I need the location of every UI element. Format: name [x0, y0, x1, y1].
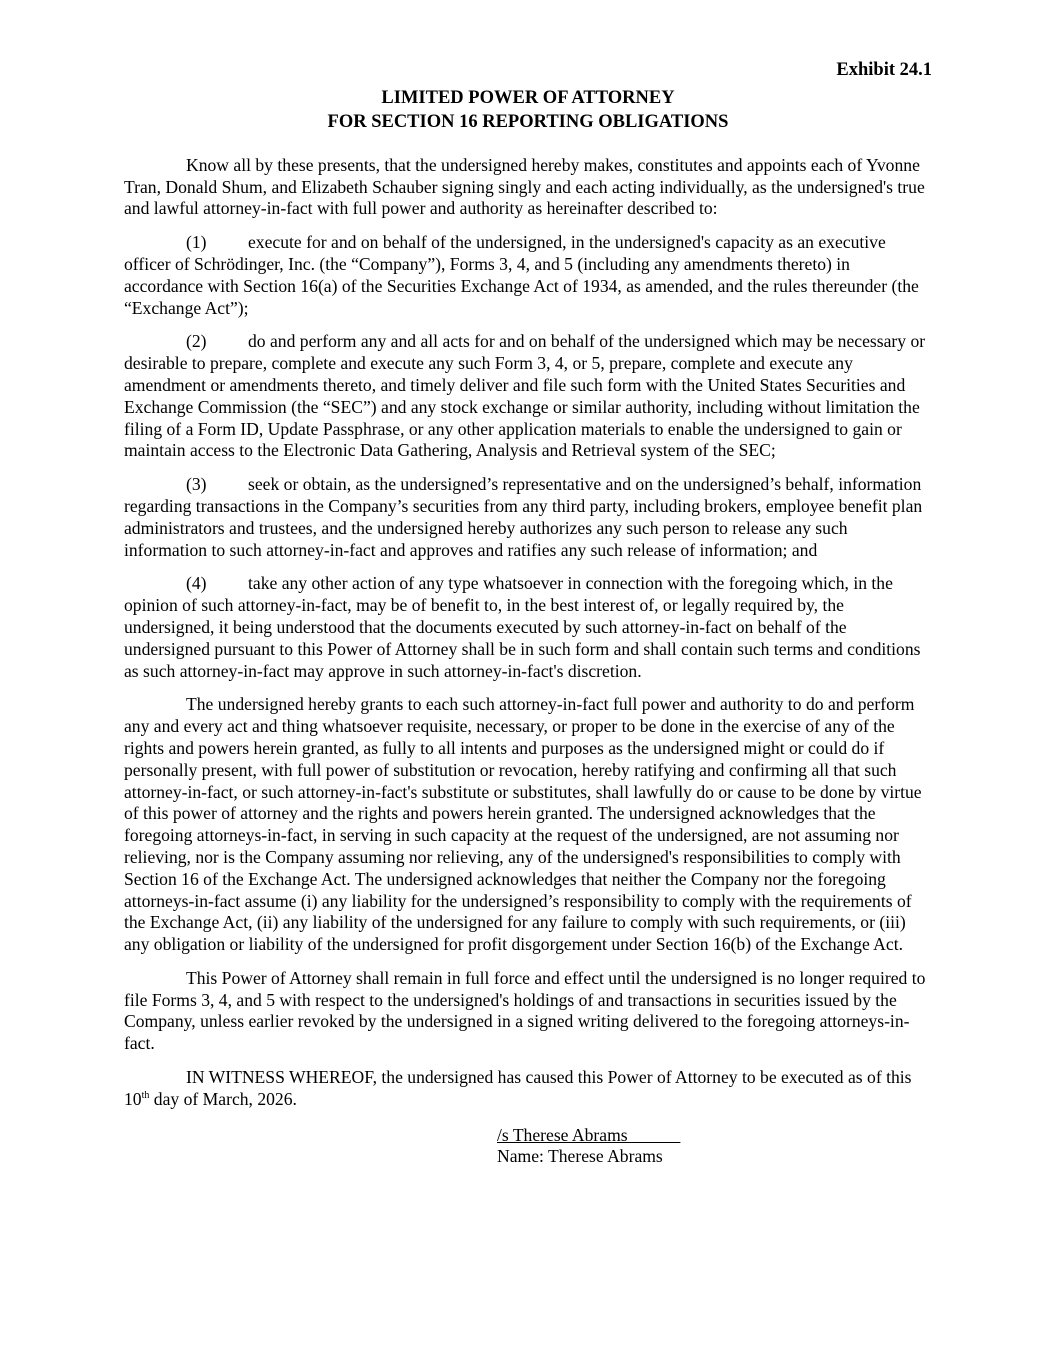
- witness-text: IN WITNESS WHEREOF, the undersigned has caused this Power of Attorney to be executed as of this 10: [124, 1067, 912, 1109]
- item-4: [124, 573, 932, 682]
- item-3: [124, 474, 932, 561]
- signature-block: [497, 1125, 932, 1169]
- item-number: (4): [186, 573, 207, 594]
- document-page: [124, 60, 932, 1168]
- item-2: [124, 331, 932, 462]
- title-line-2: FOR SECTION 16 REPORTING OBLIGATIONS: [327, 111, 729, 132]
- grant-paragraph: The undersigned hereby grants to each such attorney-in-fact full power and authority to do and perform any and every act and thing whatsoever requisite, necessary, or proper to be done in the exercise of any of the rights and powers herein granted, as fully to all intents and purposes as the undersigned might or could do if personally present, with full power of substitution or revocation, hereby ratifying and confirming all that such attorney-in-fact, or such attorney-in-fact's substitute or substitutes, shall lawfully do or cause to be done by virtue of this power of attorney and the rights and powers herein granted. The undersigned acknowledges that the foregoing attorneys-in-fact, in serving in such capacity at the request of the undersigned, are not assuming nor relieving, nor is the Company assuming nor relieving, any of the undersigned's responsibilities to comply with Section 16 of the Exchange Act. The undersigned acknowledges that neither the Company nor the foregoing attorneys-in-fact assume (i) any liability for the undersigned’s responsibility to comply with the requirements of the Exchange Act, (ii) any liability of the undersigned for any failure to comply with such requirements, or (iii) any obligation or liability of the undersigned for profit disgorgement under Section 16(b) of the Exchange Act.: [124, 694, 922, 955]
- item-number: (1): [186, 232, 207, 253]
- item-number: (2): [186, 331, 207, 352]
- witness-date: day of March, 2026.: [149, 1088, 297, 1109]
- signature-line: /s Therese Abrams: [497, 1124, 681, 1145]
- item-number: (3): [186, 474, 207, 495]
- signatory-name: Name: Therese Abrams: [497, 1146, 663, 1167]
- document-title: [124, 86, 932, 134]
- witness-paragraph: [124, 1067, 932, 1111]
- ordinal-suffix: th: [141, 1090, 150, 1102]
- item-1: [124, 232, 932, 319]
- item-text: take any other action of any type whatsoever in connection with the foregoing which, in the opinion of such attorney-in-fact, may be of benefit to, in the best interest of, or legally required by, the undersigned, it being understood that the documents executed by such attorney-in-fact on behalf of the undersigned pursuant to this Power of Attorney shall be in such form and shall contain such terms and conditions as such attorney-in-fact may approve in such attorney-in-fact's discretion.: [124, 573, 921, 681]
- title-line-1: LIMITED POWER OF ATTORNEY: [381, 87, 675, 108]
- item-text: execute for and on behalf of the undersigned, in the undersigned's capacity as an executive officer of Schrödinger, Inc. (the “Company”), Forms 3, 4, and 5 (including any amendments thereto) in accordance with Section 16(a) of the Securities Exchange Act of 1934, as amended, and the rules thereunder (the “Exchange Act”);: [124, 232, 919, 318]
- item-text: do and perform any and all acts for and on behalf of the undersigned which may be necessary or desirable to prepare, complete and execute any such Form 3, 4, or 5, prepare, complete and execute any amendment or amendments thereto, and timely deliver and file such form with the United States Securities and Exchange Commission (the “SEC”) and any stock exchange or similar authority, including without limitation the filing of a Form ID, Update Passphrase, or any other application materials to enable the undersigned to gain or maintain access to the Electronic Data Gathering, Analysis and Retrieval system of the SEC;: [124, 331, 926, 461]
- intro-paragraph: Know all by these presents, that the undersigned hereby makes, constitutes and appoints each of Yvonne Tran, Donald Shum, and Elizabeth Schauber signing singly and each acting individually, as the undersigned's true and lawful attorney-in-fact with full power and authority as hereinafter described to:: [124, 154, 925, 219]
- duration-paragraph: This Power of Attorney shall remain in full force and effect until the undersigned is no longer required to file Forms 3, 4, and 5 with respect to the undersigned's holdings of and transactions in securities issued by the Company, unless earlier revoked by the undersigned in a signed writing delivered to the foregoing attorneys-in-fact.: [124, 967, 926, 1054]
- exhibit-label: Exhibit 24.1: [836, 60, 932, 80]
- item-text: seek or obtain, as the undersigned’s representative and on the undersigned’s behalf, information regarding transactions in the Company’s securities from any third party, including brokers, employee benefit plan administrators and trustees, and the undersigned hereby authorizes any such person to release any such information to such attorney-in-fact and approves and ratifies any such release of information; and: [124, 474, 923, 560]
